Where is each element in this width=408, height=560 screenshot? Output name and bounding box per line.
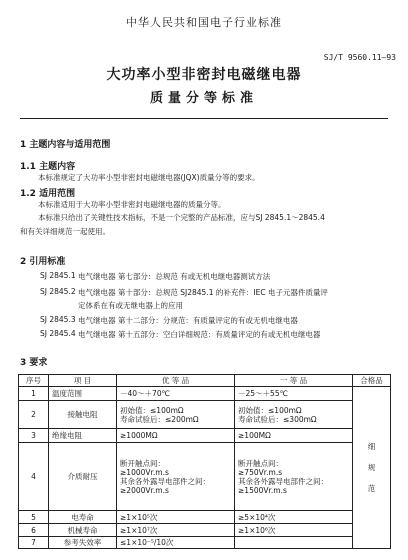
ref-number: SJ 2845.1 [40,271,76,280]
header-divider [20,118,388,119]
row-item: 温度范围 [49,387,117,401]
requirements-table [18,374,391,549]
table-row [19,401,391,429]
col-header-qualified: 合格品 [353,375,391,387]
row-number: 3 [19,429,49,443]
row-number: 2 [19,401,49,429]
first-class-value: ≥5×10⁴次 [235,511,353,524]
row-item: 电寿命 [49,511,117,524]
section-1-heading: 1 主题内容与适用范围 [20,140,111,150]
premium-value: 断开触点间： ≥1000Vr.m.s 其余各外露导电部件之间： ≥2000Vr.m.s [117,443,235,511]
first-class-value: －25～＋55℃ [235,387,353,401]
table-row [19,524,391,537]
premium-value: 初始值：≤100mΩ 寿命试验后：≤200mΩ [117,401,235,429]
section-1-2-text-2a: 本标准只给出了关键性技术指标，不是一个完整的产品标准，应与SJ 2845.1～2845.4 [38,213,325,222]
note-char: 范 [367,484,376,493]
premium-value: ≥1×10⁵次 [117,511,235,524]
premium-value: ≤1×10⁻⁵/10次 [117,537,235,549]
table-row [19,443,391,511]
document-title: 大功率小型非密封电磁继电器 [106,67,302,83]
row-item: 绝缘电阻 [49,429,117,443]
row-number: 1 [19,387,49,401]
row-number: 7 [19,537,49,549]
ref-number: SJ 2845.3 [40,315,76,324]
section-2-heading: 2 引用标准 [20,257,66,267]
ref-title: 电气继电器 第七部分：总规范 有或无机电继电器测试方法 [78,272,271,281]
premium-value: ≥1000MΩ [117,429,235,443]
row-item: 参考失效率 [49,537,117,549]
ref-title: 电气继电器 第十五部分：空白详细规范：有质量评定的有或无机电继电器 [78,330,321,339]
ref-title: 电气继电器 第十部分：总规范 SJ2845.1 的补充件：IEC 电子元器件质量评 [78,288,328,297]
ref-title: 电气继电器 第十二部分：分规范：有质量评定的有或无机电继电器 [78,316,298,325]
row-number: 6 [19,524,49,537]
table-header-row [19,375,391,387]
table-row [19,387,391,401]
row-number: 4 [19,443,49,511]
first-class-value [235,537,353,549]
standard-category-header: 中华人民共和国电子行业标准 [126,16,282,29]
first-class-value: 初始值：≤100mΩ 寿命试验后：≤300mΩ [235,401,353,429]
qualified-grade-note [353,387,391,549]
row-item: 接触电阻 [49,401,117,429]
row-item: 机械寿命 [49,524,117,537]
note-char: 细 [367,442,376,451]
ref-number: SJ 2845.4 [40,329,76,338]
section-1-2-heading: 1.2 适用范围 [20,189,76,199]
section-1-1-text: 本标准规定了大功率小型非密封电磁继电器(JQX)质量分等的要求。 [38,173,260,182]
col-header-item: 项 目 [49,375,117,387]
note-char: 规 [367,463,376,472]
standard-number: SJ/T 9560.11—93 [323,53,396,62]
first-class-value: ≥100MΩ [235,429,353,443]
first-class-value: ≥1×10⁶次 [235,524,353,537]
section-3-heading: 3 要求 [20,358,48,368]
section-1-2-text-1: 本标准适用于大功率小型非密封电磁继电器的质量分等。 [38,200,226,209]
col-header-first-class: 一 等 品 [235,375,353,387]
row-number: 5 [19,511,49,524]
table-row [19,537,391,549]
section-1-1-heading: 1.1 主题内容 [20,162,76,172]
table-row [19,511,391,524]
first-class-value: 断开触点间： ≥750Vr.m.s 其余各外露导电部件之间： ≥1500Vr.m.s [235,443,353,511]
row-item: 介质耐压 [49,443,117,511]
ref-title-continued: 定体系在有或无继电器上的应用 [78,301,183,310]
table-row [19,429,391,443]
document-subtitle: 质量分等标准 [149,91,258,106]
col-header-no: 序号 [19,375,49,387]
premium-value: ≥1×10⁷次 [117,524,235,537]
ref-number: SJ 2845.2 [40,287,76,296]
col-header-premium: 优 等 品 [117,375,235,387]
premium-value: －40～＋70℃ [117,387,235,401]
section-1-2-text-2b: 和有关详细规范一起使用。 [20,227,110,236]
